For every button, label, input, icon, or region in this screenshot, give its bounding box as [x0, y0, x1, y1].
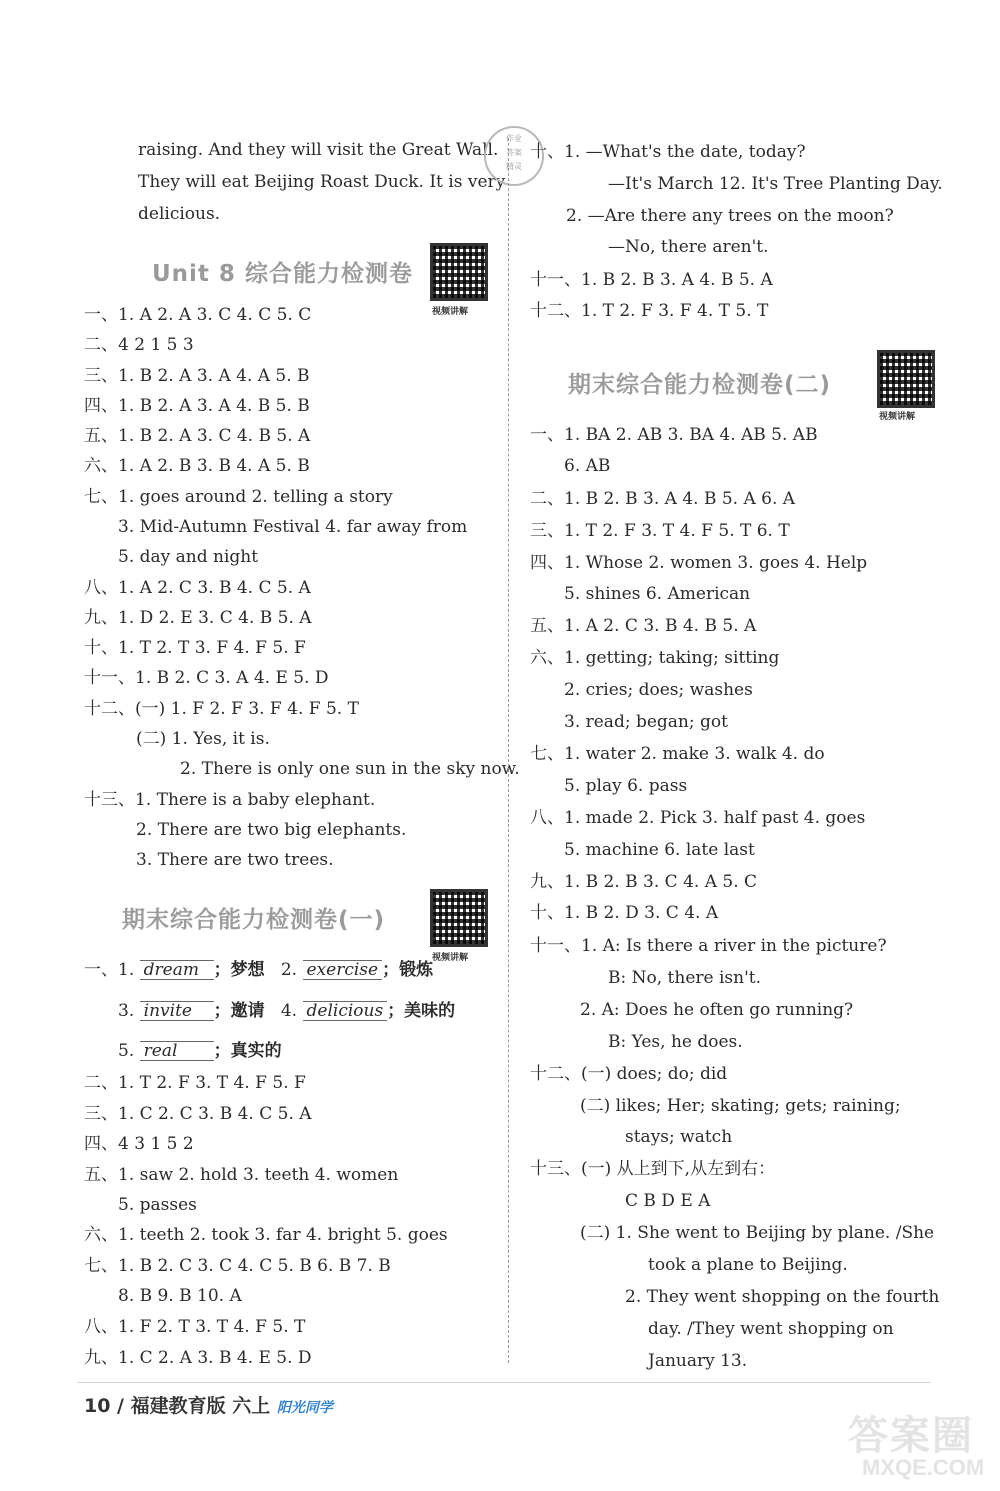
answer-line: 七、1. goes around 2. telling a story — [84, 487, 393, 507]
answer-line: 五、1. saw 2. hold 3. teeth 4. women — [84, 1165, 399, 1185]
page-footer — [84, 1391, 333, 1418]
answer-line: 五、1. A 2. C 3. B 4. B 5. A — [530, 616, 757, 636]
handwritten-word: delicious — [303, 1001, 388, 1021]
answer-line: 5. day and night — [118, 547, 259, 567]
answer-line: (二) likes; Her; skating; gets; raining; — [580, 1096, 901, 1116]
handwritten-word: real — [140, 1041, 214, 1061]
answer-line: 十二、(一) does; do; did — [530, 1064, 728, 1084]
answer-line: 二、1. B 2. B 3. A 4. B 5. A 6. A — [530, 489, 796, 509]
answer-line: —No, there aren't. — [608, 237, 769, 257]
vocab-line: 一、1. dream ；梦想 2. exercise ；锻炼 — [84, 960, 434, 980]
answer-line: 5. play 6. pass — [564, 776, 688, 796]
answer-line: 三、1. C 2. C 3. B 4. C 5. A — [84, 1104, 312, 1124]
page-number: 10 / 福建教育版 六上 — [84, 1395, 271, 1417]
answer-line: B: No, there isn't. — [608, 968, 761, 988]
qr-label: 视频讲解 — [432, 307, 469, 317]
answer-line: 六、1. getting; taking; sitting — [530, 648, 780, 668]
answer-line: (二) 1. Yes, it is. — [136, 729, 270, 749]
column-divider — [508, 138, 509, 1363]
answer-line: 2. There is only one sun in the sky now. — [180, 759, 520, 779]
answer-line: 八、1. F 2. T 3. T 4. F 5. T — [84, 1317, 306, 1337]
qr-code-icon[interactable] — [430, 243, 488, 301]
answer-line: 十二、(一) 1. F 2. F 3. F 4. F 5. T — [84, 699, 359, 719]
answer-line: C B D E A — [625, 1191, 711, 1211]
answer-line: 八、1. made 2. Pick 3. half past 4. goes — [530, 808, 866, 828]
answer-line: 一、1. A 2. A 3. C 4. C 5. C — [84, 305, 312, 325]
answer-line: 六、1. A 2. B 3. B 4. A 5. B — [84, 456, 310, 476]
handwritten-word: dream — [140, 960, 214, 980]
answer-line: 2. A: Does he often go running? — [580, 1000, 854, 1020]
answer-line: 6. AB — [564, 456, 611, 476]
answer-line: 2. There are two big elephants. — [136, 820, 407, 840]
answer-line: 2. They went shopping on the fourth — [625, 1287, 940, 1307]
answer-line: B: Yes, he does. — [608, 1032, 743, 1052]
unit8-heading: Unit 8 综合能力检测卷 — [152, 261, 413, 287]
brand-logo: 阳光同学 — [276, 1400, 333, 1416]
final1-heading: 期末综合能力检测卷(一) — [122, 907, 386, 933]
answer-line: 十、1. B 2. D 3. C 4. A — [530, 903, 719, 923]
answer-line: (二) 1. She went to Beijing by plane. /She — [580, 1223, 935, 1243]
vocab-line: 3. invite ；邀请 4. delicious ；美味的 — [118, 1001, 456, 1021]
answer-line: January 13. — [648, 1351, 748, 1371]
answer-line: 5. machine 6. late last — [564, 840, 755, 860]
answer-line: 8. B 9. B 10. A — [118, 1286, 242, 1306]
answer-line: 九、1. C 2. A 3. B 4. E 5. D — [84, 1348, 312, 1368]
answer-line: 四、4 3 1 5 2 — [84, 1134, 194, 1154]
answer-line: 十一、1. A: Is there a river in the picture? — [530, 936, 887, 956]
footer-rule — [78, 1382, 930, 1383]
watermark-url: MXQE.COM — [862, 1455, 985, 1480]
answer-line: —It's March 12. It's Tree Planting Day. — [608, 174, 943, 194]
answer-line: 2. —Are there any trees on the moon? — [566, 206, 894, 226]
answer-line: 一、1. BA 2. AB 3. BA 4. AB 5. AB — [530, 425, 818, 445]
answer-line: 四、1. B 2. A 3. A 4. B 5. B — [84, 396, 310, 416]
answer-line: 七、1. B 2. C 3. C 4. C 5. B 6. B 7. B — [84, 1256, 391, 1276]
answer-line: 九、1. D 2. E 3. C 4. B 5. A — [84, 608, 312, 628]
answer-line: 十三、1. There is a baby elephant. — [84, 790, 376, 810]
paragraph-line: raising. And they will visit the Great Wall. — [138, 140, 499, 160]
answer-line: day. /They went shopping on — [648, 1319, 894, 1339]
answer-line: 三、1. B 2. A 3. A 4. A 5. B — [84, 366, 310, 386]
answer-line: 十二、1. T 2. F 3. F 4. T 5. T — [530, 301, 769, 321]
qr-label: 视频讲解 — [432, 953, 469, 963]
answer-line: 二、1. T 2. F 3. T 4. F 5. F — [84, 1073, 306, 1093]
answer-line: 三、1. T 2. F 3. T 4. F 5. T 6. T — [530, 521, 790, 541]
answer-line: 2. cries; does; washes — [564, 680, 753, 700]
qr-code-icon[interactable] — [877, 350, 935, 408]
answer-line: 5. passes — [118, 1195, 197, 1215]
answer-line: took a plane to Beijing. — [648, 1255, 848, 1275]
answer-line: 十、1. T 2. T 3. F 4. F 5. F — [84, 638, 306, 658]
vocab-line: 5. real ；真实的 — [118, 1041, 282, 1061]
answer-line: 六、1. teeth 2. took 3. far 4. bright 5. goes — [84, 1225, 448, 1245]
qr-label: 视频讲解 — [879, 412, 916, 422]
answer-line: 3. read; began; got — [564, 712, 728, 732]
answer-line: 5. shines 6. American — [564, 584, 751, 604]
answer-line: 五、1. B 2. A 3. C 4. B 5. A — [84, 426, 311, 446]
answer-line: 十一、1. B 2. C 3. A 4. E 5. D — [84, 668, 329, 688]
answer-line: 3. There are two trees. — [136, 850, 334, 870]
answer-line: 十、1. —What's the date, today? — [530, 142, 806, 162]
handwritten-word: exercise — [303, 960, 383, 980]
answer-line: 十三、(一) 从上到下,从左到右： — [530, 1159, 776, 1179]
answer-line: 九、1. B 2. B 3. C 4. A 5. C — [530, 872, 758, 892]
paragraph-line: They will eat Beijing Roast Duck. It is very — [138, 172, 506, 192]
handwritten-word: invite — [140, 1001, 214, 1021]
answer-line: 四、1. Whose 2. women 3. goes 4. Help — [530, 553, 868, 573]
answer-line: 七、1. water 2. make 3. walk 4. do — [530, 744, 825, 764]
stamp: 作业 答案 精灵 — [484, 126, 544, 186]
qr-code-icon[interactable] — [430, 889, 488, 947]
watermark-logo: 答案圈 — [848, 1413, 974, 1459]
final2-heading: 期末综合能力检测卷(二) — [568, 372, 832, 398]
paragraph-line: delicious. — [138, 204, 221, 224]
answer-line: 3. Mid-Autumn Festival 4. far away from — [118, 517, 468, 537]
answer-line: 二、4 2 1 5 3 — [84, 335, 194, 355]
answer-line: 十一、1. B 2. B 3. A 4. B 5. A — [530, 270, 773, 290]
answer-line: 八、1. A 2. C 3. B 4. C 5. A — [84, 578, 311, 598]
answer-line: stays; watch — [625, 1127, 733, 1147]
